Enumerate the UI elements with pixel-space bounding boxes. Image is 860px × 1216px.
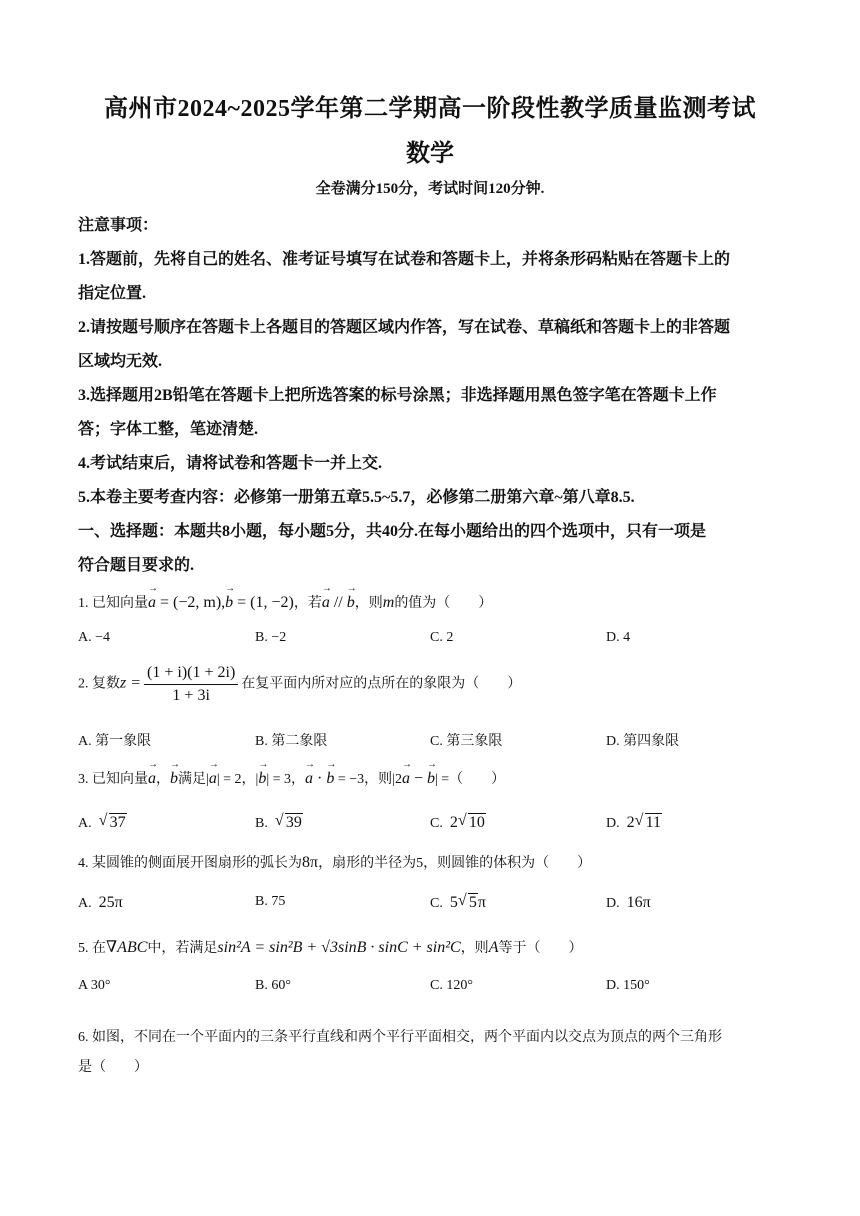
option-label: A. (78, 896, 92, 911)
question-6-cont: 是（ ） (78, 1060, 148, 1075)
q3-option-c (430, 814, 486, 832)
q3-cond3: = −3，则|2 (334, 772, 402, 787)
vector-b: → b (225, 594, 233, 612)
notice-item: 1.答题前，先将自己的姓名、准考证号填写在试卷和答题卡上，并将条形码粘贴在答题卡上的 (78, 251, 731, 268)
option-coef: 2 (449, 814, 458, 831)
radicand: 37 (109, 814, 126, 831)
q3-sep: ， (156, 772, 170, 787)
q1-b-value: = (1, −2) (233, 594, 294, 611)
vector-b: → b (347, 594, 355, 612)
vector-b: → b (258, 770, 266, 788)
q5-option-c: C. 120° (430, 978, 473, 993)
q1-m: m (382, 594, 395, 611)
q3-option-b (255, 814, 303, 832)
notice-item: 区域均无效. (78, 353, 163, 370)
q5-prefix: 5. 在 (78, 941, 106, 956)
vector-a: → a (402, 770, 410, 788)
q1-suffix: ，则 (354, 596, 383, 611)
q2-suffix: 在复平面内所对应的点所在的象限为（ ） (241, 676, 522, 692)
vector-b: → b (170, 770, 178, 788)
option-label: D. (606, 816, 620, 831)
q1-end: 的值为（ ） (394, 596, 493, 611)
q1-mid: ，若 (293, 596, 322, 611)
q5-equation: sin²A = sin²B + √3sinB · sinC + sin²C (217, 939, 461, 956)
radicand: 10 (468, 814, 485, 831)
q4-prefix: 4. 某圆锥的侧面展开图扇形的弧长为 (78, 856, 302, 871)
q2-z: z = (120, 674, 142, 692)
question-1 (78, 592, 492, 612)
q3-minus: − (409, 770, 427, 787)
question-2 (78, 664, 521, 705)
exam-title: 高州市2024~2025学年第二学期高一阶段性教学质量监测考试 (104, 96, 756, 122)
question-4 (78, 852, 591, 872)
vector-b: → b (326, 770, 334, 788)
notice-item: 4.考试结束后，请将试卷和答题卡一并上交. (78, 455, 383, 472)
option-value: 25π (98, 894, 123, 911)
q3-option-d (606, 814, 662, 832)
vector-a: → a (148, 770, 156, 788)
option-coef: 5 (449, 894, 458, 911)
vector-a: → a (209, 770, 217, 788)
vector-b: → b (427, 770, 435, 788)
q3-cond2: | = 3， (266, 772, 306, 787)
q4-option-a (78, 894, 123, 912)
q5-option-d: D. 150° (606, 978, 650, 993)
q3-suffix: | =（ ） (434, 772, 506, 787)
q4-option-b: B. 75 (255, 894, 286, 909)
q2-option-c: C. 第三象限 (430, 734, 503, 749)
q2-option-a: A. 第一象限 (78, 734, 152, 749)
q1-parallel: // (329, 594, 347, 611)
notice-item: 2.请按题号顺序在答题卡上各题目的答题区域内作答，写在试卷、草稿纸和答题卡上的非答题 (78, 319, 731, 336)
option-label: B. (255, 816, 268, 831)
radicand: 39 (285, 814, 302, 831)
subject-title: 数学 (406, 141, 454, 167)
question-6: 6. 如图，不同在一个平面内的三条平行直线和两个平行平面相交，两个平面内以交点为顶点的两个三角形 (78, 1030, 722, 1045)
q3-prefix: 3. 已知向量 (78, 772, 148, 787)
vector-a: → a (305, 770, 313, 788)
q5-triangle: ∇ABC (106, 939, 148, 956)
option-label: A. (78, 816, 92, 831)
notice-item: 指定位置. (78, 285, 147, 302)
option-label: D. (606, 896, 620, 911)
question-3 (78, 768, 505, 788)
q1-a-value: = (−2, m), (156, 594, 226, 611)
q4-option-d (606, 894, 651, 912)
radicand: 5 (468, 894, 477, 911)
q2-denominator: 1 + 3i (172, 687, 210, 704)
q3-dot: · (313, 770, 327, 787)
q2-option-d: D. 第四象限 (606, 734, 680, 749)
radicand: 11 (645, 814, 662, 831)
q1-option-a: A. −4 (78, 630, 111, 645)
q3-cond1: 满足| (178, 772, 209, 787)
q4-option-c (430, 894, 486, 912)
section-heading-cont: 符合题目要求的. (78, 557, 195, 574)
q5-end: 等于（ ） (498, 941, 583, 956)
exam-info: 全卷满分150分，考试时间120分钟. (315, 181, 545, 197)
q5-option-a: A 30° (78, 978, 111, 993)
q5-angle-a: A (488, 939, 499, 956)
q4-arc: 8π (302, 854, 319, 871)
question-5 (78, 937, 582, 957)
q1-option-c: C. 2 (430, 630, 454, 645)
q1-prefix: 1. 已知向量 (78, 596, 148, 611)
vector-a: → a (148, 594, 156, 612)
q4-suffix: ，扇形的半径为5，则圆锥的体积为（ ） (318, 856, 592, 871)
option-value: 16π (626, 894, 651, 911)
notice-item: 答；字体工整，笔迹清楚. (78, 421, 259, 438)
q5-suffix: ，则 (460, 941, 489, 956)
notice-heading: 注意事项： (78, 217, 159, 234)
q3-option-a (78, 814, 127, 832)
q1-option-d: D. 4 (606, 630, 631, 645)
option-label: C. (430, 816, 443, 831)
q5-option-b: B. 60° (255, 978, 291, 993)
q3-cond1b: | = 2，| (216, 772, 259, 787)
q2-numerator: (1 + i)(1 + 2i) (144, 664, 238, 685)
option-label: C. (430, 896, 443, 911)
vector-a: → a (322, 594, 330, 612)
option-coef: 2 (626, 814, 635, 831)
notice-item: 5.本卷主要考查内容：必修第一册第五章5.5~5.7，必修第二册第六章~第八章8.5. (78, 489, 635, 506)
notice-item: 3.选择题用2B铅笔在答题卡上把所选答案的标号涂黑；非选择题用黑色签字笔在答题卡上作 (78, 387, 717, 404)
q2-fraction (144, 664, 238, 705)
q1-option-b: B. −2 (255, 630, 287, 645)
q2-option-b: B. 第二象限 (255, 734, 328, 749)
section-heading: 一、选择题：本题共8小题，每小题5分，共40分.在每小题给出的四个选项中，只有一项是 (78, 523, 707, 540)
q2-prefix: 2. 复数 (78, 676, 120, 692)
q5-mid: 中，若满足 (147, 941, 218, 956)
option-pi: π (477, 894, 486, 911)
